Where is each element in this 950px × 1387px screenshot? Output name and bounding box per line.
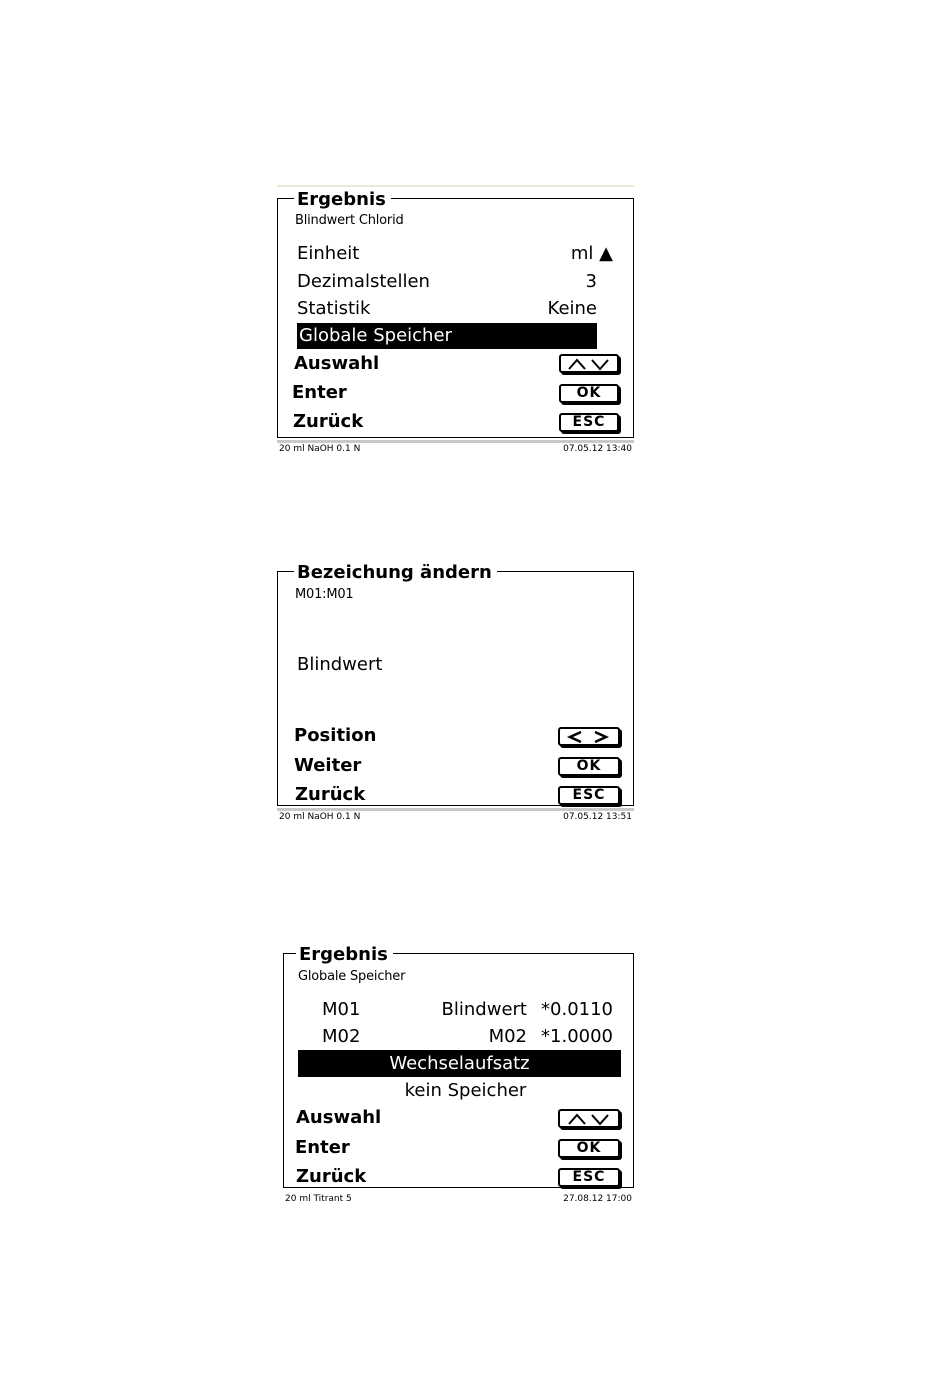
dialog-subtitle: Blindwert Chlorid (295, 213, 404, 228)
status-right: 07.05.12 13:40 (563, 444, 632, 454)
status-text (277, 438, 634, 456)
esc-button[interactable]: ESC (558, 1168, 620, 1187)
menu-row-einheit[interactable] (297, 241, 613, 267)
status-left: 20 ml Titrant 5 (285, 1194, 352, 1204)
status-right: 27.08.12 17:00 (563, 1194, 632, 1204)
rename-screen (277, 558, 634, 828)
status-text (283, 1188, 634, 1206)
memory-id: M01 (322, 999, 361, 1020)
memory-value: *0.0110 (541, 999, 613, 1020)
row-value: Keine (547, 298, 597, 319)
memory-id: M02 (322, 1026, 361, 1047)
row-value: 3 (585, 271, 597, 292)
status-left: 20 ml NaOH 0.1 N (279, 812, 361, 822)
row-label: Statistik (297, 298, 371, 319)
name-field[interactable] (297, 652, 597, 678)
key-label-enter: Enter (295, 1137, 350, 1158)
dialog-panel (277, 189, 634, 438)
menu-row-dezimalstellen[interactable] (297, 269, 597, 295)
list-item-kein-speicher[interactable]: kein Speicher (404, 1080, 527, 1101)
key-label-zurueck: Zurück (295, 784, 366, 805)
esc-button[interactable]: ESC (558, 786, 620, 805)
key-label-auswahl: Auswahl (294, 353, 380, 374)
dialog-panel (283, 944, 634, 1188)
result-screen-2 (283, 940, 634, 1210)
dialog-panel (277, 562, 634, 806)
name-value: Blindwert (297, 654, 383, 675)
memory-name: M02 (488, 1026, 527, 1047)
key-label-auswahl: Auswahl (296, 1107, 382, 1128)
left-right-arrows-icon (565, 730, 613, 744)
status-right: 07.05.12 13:51 (563, 812, 632, 822)
key-label-zurueck: Zurück (293, 411, 364, 432)
row-label: Einheit (297, 243, 360, 264)
status-text (277, 806, 634, 824)
up-down-button[interactable] (559, 354, 619, 373)
menu-row-statistik[interactable] (297, 296, 597, 322)
memory-value: *1.0000 (541, 1026, 613, 1047)
dialog-title: Ergebnis (294, 191, 391, 209)
ok-button[interactable]: OK (558, 757, 620, 776)
up-down-button[interactable] (558, 1109, 620, 1128)
key-label-weiter: Weiter (294, 755, 362, 776)
dialog-title: Bezeichung ändern (294, 564, 497, 582)
memory-row-m01[interactable] (298, 996, 613, 1023)
top-divider (277, 185, 634, 187)
dialog-subtitle: M01:M01 (295, 587, 354, 602)
up-down-arrows-icon (566, 357, 612, 371)
memory-name: Blindwert (441, 999, 527, 1020)
ok-button[interactable]: OK (559, 384, 619, 403)
status-left: 20 ml NaOH 0.1 N (279, 444, 361, 454)
memory-row-m02[interactable] (298, 1023, 613, 1050)
key-label-enter: Enter (292, 382, 347, 403)
row-label: Dezimalstellen (297, 271, 430, 292)
list-item-wechselaufsatz-selected[interactable]: Wechselaufsatz (298, 1050, 621, 1077)
dialog-title: Ergebnis (296, 946, 393, 964)
up-down-arrows-icon (566, 1112, 612, 1126)
ok-button[interactable]: OK (558, 1139, 620, 1158)
key-label-position: Position (294, 725, 377, 746)
key-label-zurueck: Zurück (296, 1166, 367, 1187)
esc-button[interactable]: ESC (559, 413, 619, 432)
result-screen-1 (277, 185, 634, 460)
left-right-button[interactable] (558, 727, 620, 746)
row-value: ml ▲ (570, 243, 613, 264)
dialog-subtitle: Globale Speicher (298, 969, 406, 984)
row-label: Globale Speicher (299, 325, 452, 346)
menu-row-globale-speicher-selected[interactable] (297, 323, 597, 349)
